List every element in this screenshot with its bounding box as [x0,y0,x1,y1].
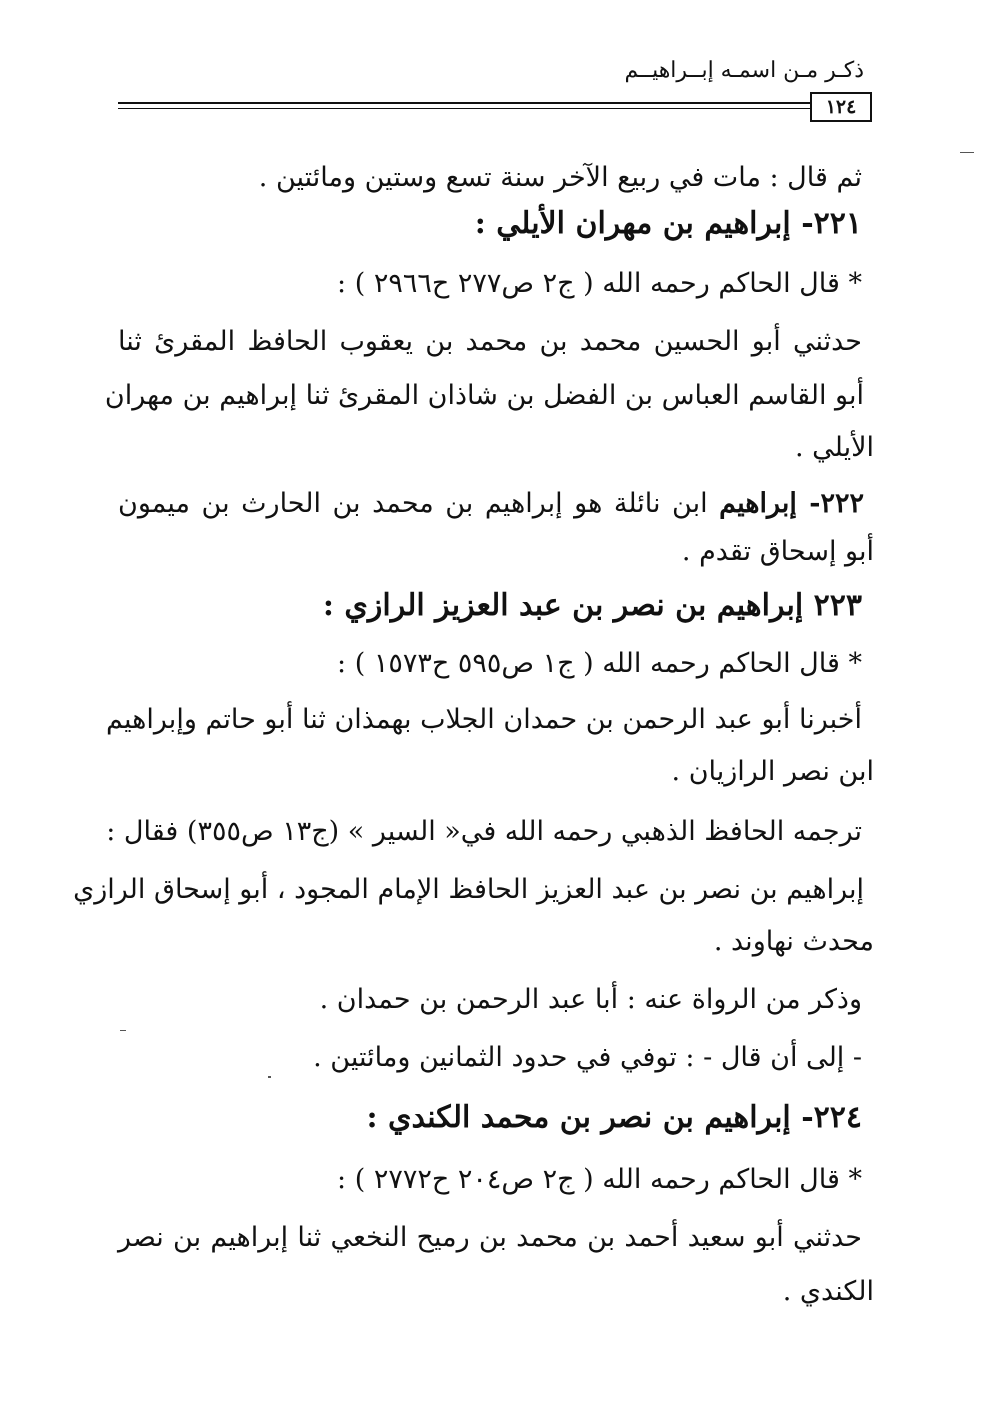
text-line: الكندي . [782,1276,874,1307]
citation-line: * قال الحاكم رحمه الله ( ج١ ص٥٩٥ ح١٥٧٣ ) : [337,648,862,679]
entry-heading-224: ٢٢٤- إبراهيم بن نصر بن محمد الكندي : [366,1100,862,1135]
header-rule-line-thin [118,108,810,109]
text-line: - إلى أن قال - : توفي في حدود الثمانين ومائتين . [313,1042,862,1073]
entry-heading-223: ٢٢٣ إبراهيم بن نصر بن عبد العزيز الرازي : [322,588,862,623]
scan-mark [960,152,974,153]
running-title: ذكـر مـن اسمـه إبــراهيــم [624,58,864,83]
entry-222-line [118,484,864,524]
text-line: أخبرنا أبو عبد الرحمن بن حمدان الجلاب بهمذان ثنا أبو حاتم وإبراهيم [106,704,862,735]
text-line: إبراهيم بن نصر بن عبد العزيز الحافظ الإمام المجود ، أبو إسحاق الرازي [73,874,864,905]
text-line: حدثني أبو سعيد أحمد بن محمد بن رميح النخعي ثنا إبراهيم بن نصر [118,1222,862,1253]
text-line: الأيلي . [794,432,874,463]
text-line: ثم قال : مات في ربيع الآخر سنة تسع وستين ومائتين . [258,162,862,193]
text-line: حدثني أبو الحسين محمد بن محمد بن يعقوب الحافظ المقرئ ثنا [118,326,862,357]
citation-line: * قال الحاكم رحمه الله ( ج٢ ص٢٠٤ ح٢٧٧٢ ) : [337,1164,862,1195]
header-rule-line [118,102,810,104]
header-rule [118,92,872,122]
scan-mark [268,1076,271,1078]
entry-heading-222: ٢٢٢- إبراهيم [719,488,864,519]
text-line: أبو إسحاق تقدم . [681,536,874,567]
text-line: ترجمه الحافظ الذهبي رحمه الله في« السير » (ج١٣ ص٣٥٥) فقال : [106,816,862,847]
text-line: وذكر من الرواة عنه : أبا عبد الرحمن بن حمدان . [319,984,862,1015]
entry-heading-221: ٢٢١- إبراهيم بن مهران الأيلي : [474,206,862,241]
text-line: أبو القاسم العباس بن الفضل بن شاذان المقرئ ثنا إبراهيم بن مهران [104,380,864,411]
citation-line: * قال الحاكم رحمه الله ( ج٢ ص٢٧٧ ح٢٩٦٦ ) : [337,268,862,299]
page-number: ١٢٤ [810,92,872,122]
text-line: ابن نصر الرازيان . [671,756,874,787]
entry-222-text: ابن نائلة هو إبراهيم بن محمد بن الحارث بن ميمون [118,488,708,519]
text-line: محدث نهاوند . [713,926,874,957]
scan-mark [120,1030,126,1031]
